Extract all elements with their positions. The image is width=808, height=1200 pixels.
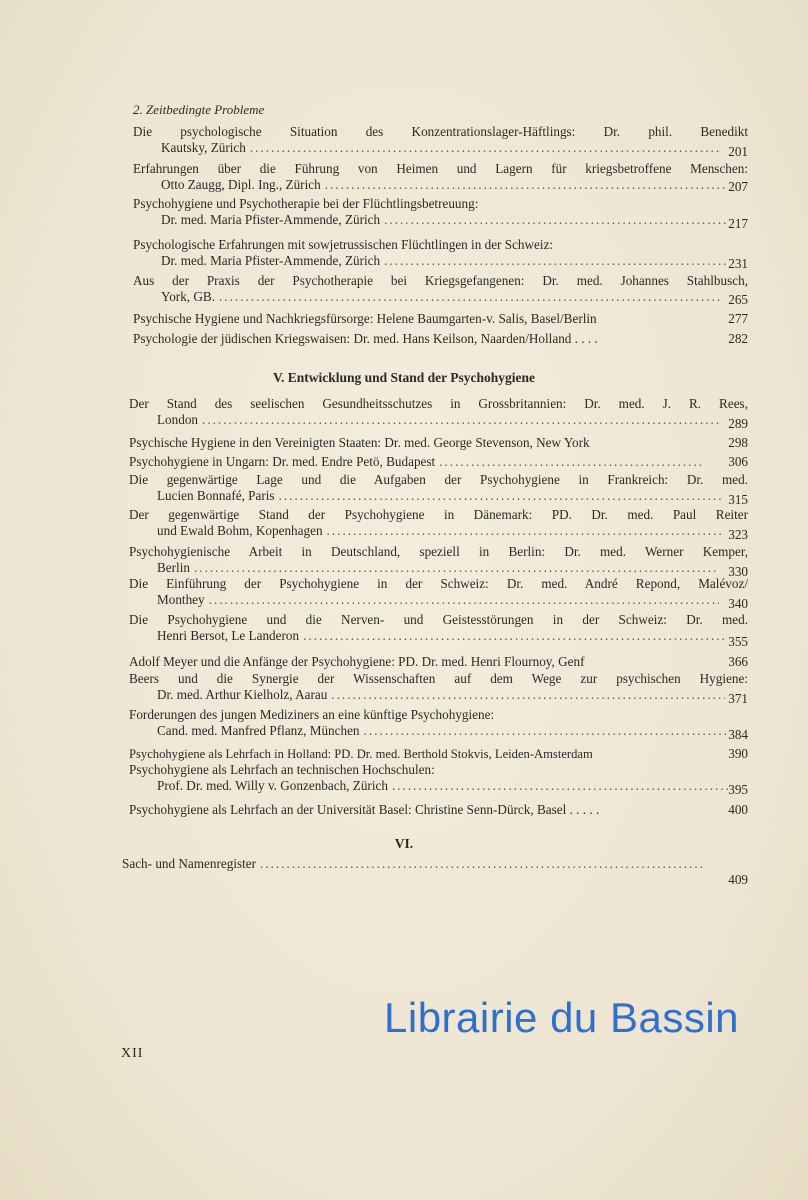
- leader-dots: [327, 523, 725, 539]
- toc-entry: [133, 161, 748, 193]
- leader-dots: [439, 454, 704, 470]
- toc-entry: [129, 762, 748, 797]
- toc-entry-page: 384: [728, 727, 748, 742]
- toc-entry: [133, 273, 748, 305]
- toc-entry-title: Psychologische Erfahrungen mit sowjetrussischen Flüchtlingen in der Schweiz:: [133, 237, 554, 252]
- leader-dots: [392, 778, 728, 794]
- leader-dots: [331, 687, 725, 703]
- toc-entry-page: 323: [728, 527, 748, 542]
- toc-entry-title: Der gegenwärtige Stand der Psychohygiene in Dänemark: PD. Dr. med. Paul Reiter: [129, 507, 748, 522]
- toc-entry-title: Sach- und Namenregister: [122, 856, 257, 871]
- toc-entry-page: 330: [728, 564, 748, 579]
- toc-entry-page: 315: [728, 492, 748, 507]
- toc-entry: [122, 856, 748, 887]
- toc-entry-author: London: [157, 412, 199, 427]
- toc-entry-page: 298: [728, 435, 748, 450]
- toc-entry-author: Henri Bersot, Le Landeron: [157, 628, 300, 643]
- toc-entry-author: Otto Zaugg, Dipl. Ing., Zürich: [161, 177, 321, 192]
- toc-entry-title: Psychische Hygiene und Nachkriegsfürsorge: Helene Baumgarten-v. Salis, Basel/Berlin: [133, 311, 597, 326]
- toc-entry-page: 201: [728, 144, 748, 159]
- toc-entry: [129, 507, 748, 542]
- leader-dots: [384, 212, 727, 228]
- section-heading-v: V. Entwicklung und Stand der Psychohygiene: [272, 370, 536, 385]
- toc-entry-page: 277: [728, 311, 748, 326]
- toc-entry: [133, 311, 748, 327]
- toc-entry-page: 289: [728, 416, 748, 431]
- toc-entry-page: 217: [728, 216, 748, 231]
- toc-entry-page: 371: [728, 691, 748, 706]
- watermark: Librairie du Bassin: [384, 994, 740, 1041]
- toc-entry-page: 306: [728, 454, 748, 469]
- leader-dots: [209, 592, 720, 608]
- toc-entry-title: Erfahrungen über die Führung von Heimen und Lagern für kriegsbetroffene Menschen:: [133, 161, 748, 176]
- leader-dots: [303, 628, 724, 644]
- toc-entry-author: Berlin: [157, 560, 190, 575]
- toc-entry: [129, 435, 748, 451]
- toc-entry: [133, 237, 748, 269]
- toc-entry-author: Cand. med. Manfred Pflanz, München: [157, 723, 360, 738]
- toc-entry-page: 355: [728, 634, 748, 649]
- toc-entry-author: Dr. med. Maria Pfister-Ammende, Zürich: [161, 253, 381, 268]
- leader-dots: [219, 289, 720, 305]
- toc-entry-title: Psychohygiene und Psychotherapie bei der Flüchtlingsbetreuung:: [133, 196, 479, 211]
- leader-dots: [260, 856, 704, 872]
- toc-entry-title: Die gegenwärtige Lage und die Aufgaben der Psychohygiene in Frankreich: Dr. med.: [129, 472, 748, 487]
- leader-dots: [194, 560, 719, 576]
- toc-entry: [129, 654, 748, 670]
- toc-entry-page: 282: [728, 331, 748, 346]
- leader-dots: [202, 412, 719, 428]
- toc-entry: [133, 196, 748, 231]
- toc-entry-author: Dr. med. Maria Pfister-Ammende, Zürich: [161, 212, 381, 227]
- toc-entry-page: 207: [728, 179, 748, 194]
- toc-entry-title: Die Einführung der Psychohygiene in der Schweiz: Dr. med. André Repond, Malévoz/: [129, 576, 748, 591]
- toc-entry-title: Aus der Praxis der Psychotherapie bei Kriegsgefangenen: Dr. med. Johannes Stahlbusch,: [133, 273, 748, 288]
- toc-entry-page: 265: [728, 292, 748, 307]
- toc-entry-author: Lucien Bonnafé, Paris: [157, 488, 275, 503]
- toc-entry: [129, 612, 748, 649]
- toc-entry: [129, 707, 748, 742]
- leader-dots: [364, 723, 727, 739]
- toc-entry: [129, 396, 748, 431]
- section-title-zeitbedingte-probleme: 2. Zeitbedingte Probleme: [133, 102, 265, 117]
- leader-dots: [279, 488, 723, 504]
- toc-entry-page: 409: [728, 872, 748, 887]
- toc-entry: [133, 124, 748, 159]
- toc-entry-page: 231: [728, 256, 748, 271]
- toc-entry-title: Psychologie der jüdischen Kriegswaisen: Dr. med. Hans Keilson, Naarden/Holland . . . .: [133, 331, 598, 346]
- toc-entry-page: 340: [728, 596, 748, 611]
- toc-entry-author: und Ewald Bohm, Kopenhagen: [157, 523, 323, 538]
- toc-entry: [129, 576, 748, 611]
- page-number: XII: [121, 1046, 144, 1061]
- toc-entry-title: Psychohygiene als Lehrfach in Holland: PD. Dr. med. Berthold Stokvis, Leiden-Amsterdam: [129, 747, 593, 761]
- toc-entry: [129, 454, 748, 470]
- toc-entry: [133, 331, 748, 347]
- toc-entry: [129, 746, 748, 762]
- toc-entry-title: Psychohygiene in Ungarn: Dr. med. Endre Petö, Budapest: [129, 454, 436, 469]
- leader-dots: [384, 253, 727, 269]
- toc-entry-author: Monthey: [157, 592, 205, 607]
- toc-entry: [129, 671, 748, 706]
- toc-entry-title: Beers und die Synergie der Wissenschaften auf dem Wege zur psychischen Hygiene:: [129, 671, 748, 686]
- toc-entry-title: Die Psychohygiene und die Nerven- und Geistesstörungen in der Schweiz: Dr. med.: [129, 612, 748, 627]
- toc-entry-author: York, GB.: [161, 289, 215, 304]
- toc-entry-title: Forderungen des jungen Mediziners an eine künftige Psychohygiene:: [129, 707, 495, 722]
- toc-entry-page: 400: [728, 802, 748, 817]
- section-heading-vi: VI.: [394, 836, 414, 851]
- toc-entry-title: Psychohygienische Arbeit in Deutschland, speziell in Berlin: Dr. med. Werner Kemper,: [129, 544, 748, 559]
- toc-entry-page: 366: [728, 654, 748, 669]
- toc-entry: [129, 802, 748, 818]
- toc-entry-title: Psychische Hygiene in den Vereinigten Staaten: Dr. med. George Stevenson, New York: [129, 435, 590, 450]
- toc-entry-title: Die psychologische Situation des Konzentrationslager-Häftlings: Dr. phil. Benedikt: [133, 124, 748, 139]
- toc-entry-author: Dr. med. Arthur Kielholz, Aarau: [157, 687, 328, 702]
- toc-entry-title: Adolf Meyer und die Anfänge der Psychohygiene: PD. Dr. med. Henri Flournoy, Genf: [129, 654, 585, 669]
- toc-entry-page: 395: [728, 782, 748, 797]
- leader-dots: [325, 177, 725, 193]
- toc-entry: [129, 544, 748, 579]
- toc-entry-page: 390: [728, 746, 748, 761]
- toc-entry-author: Prof. Dr. med. Willy v. Gonzenbach, Zürich: [157, 778, 388, 793]
- toc-entry-title: Der Stand des seelischen Gesundheitsschutzes in Grossbritannien: Dr. med. J. R. Rees,: [129, 396, 748, 411]
- toc-entry: [129, 472, 748, 507]
- toc-entry-author: Kautsky, Zürich: [161, 140, 246, 155]
- toc-entry-title: Psychohygiene als Lehrfach an der Universität Basel: Christine Senn-Dürck, Basel . . . . .: [129, 802, 600, 817]
- leader-dots: [250, 140, 721, 156]
- toc-entry-title: Psychohygiene als Lehrfach an technischen Hochschulen:: [129, 762, 435, 777]
